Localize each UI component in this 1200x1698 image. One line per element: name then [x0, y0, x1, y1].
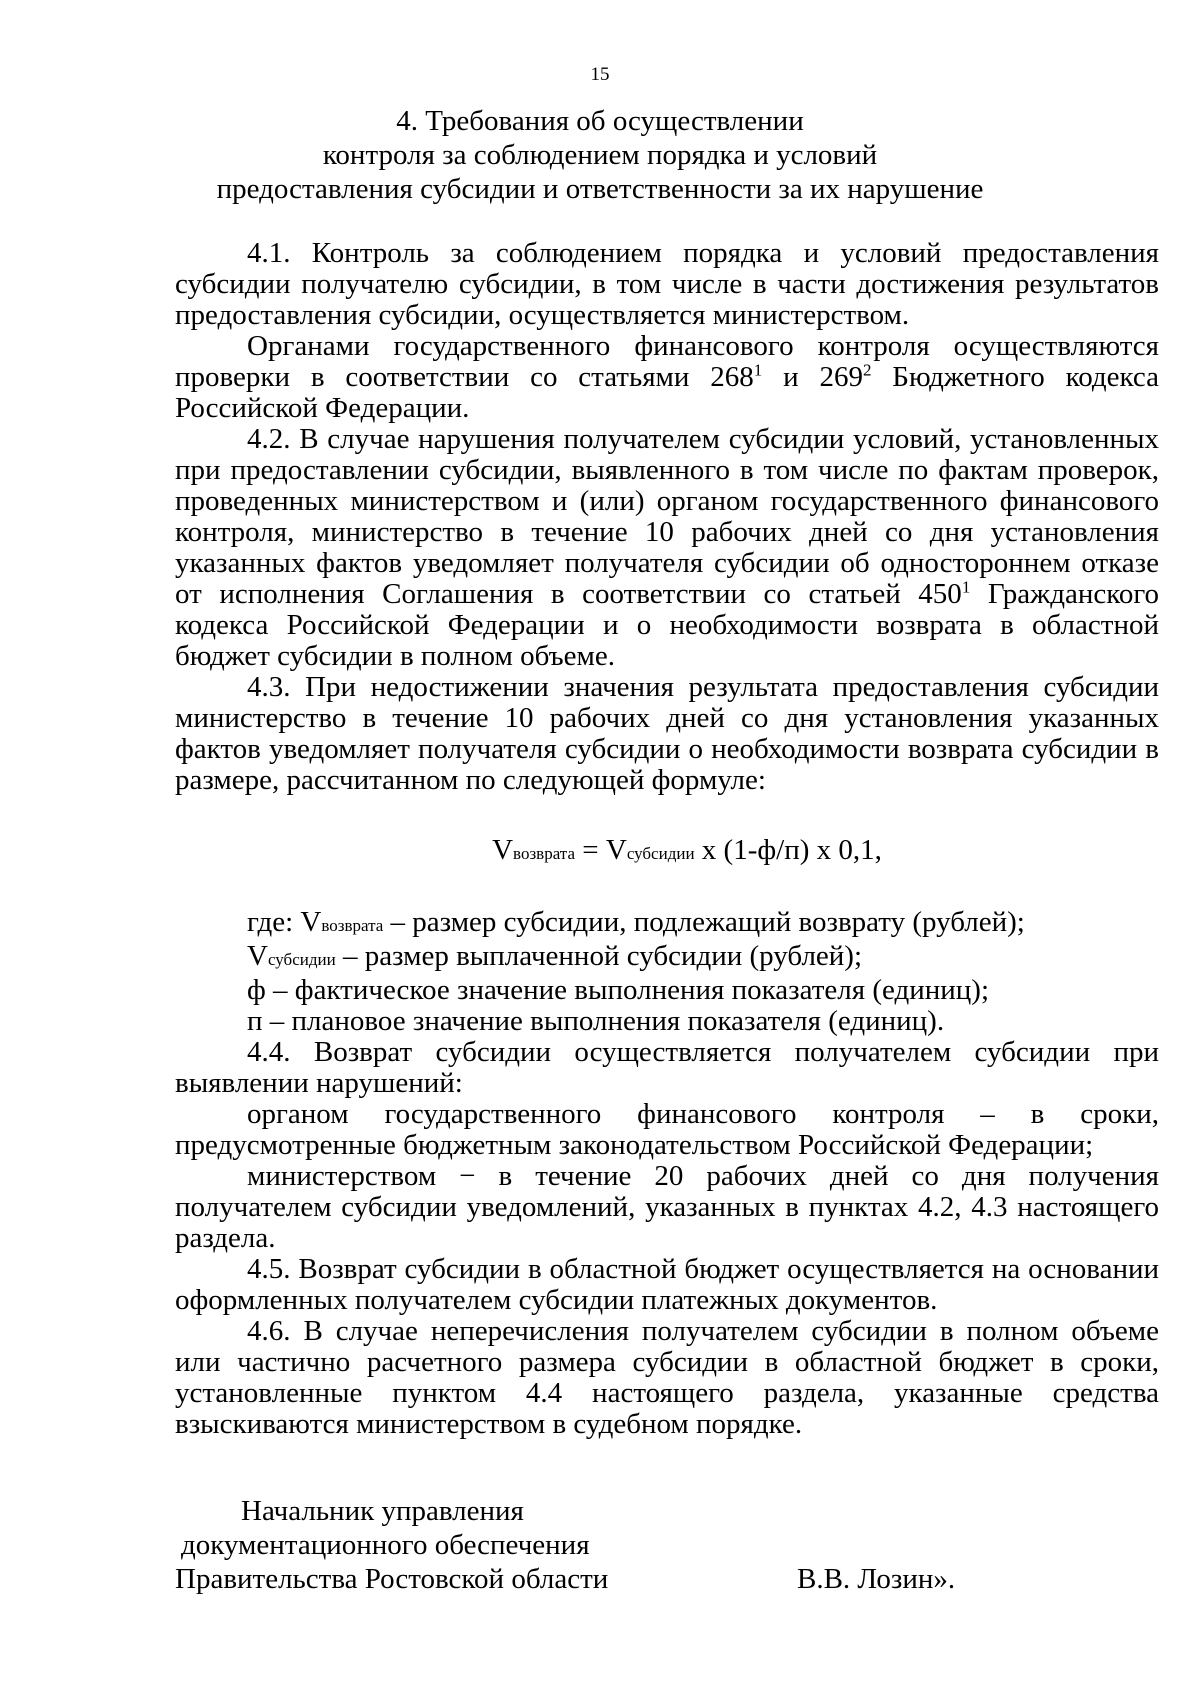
signatory-name: В.В. Лозин». [797, 1563, 956, 1595]
def-sub: возврата [321, 916, 384, 935]
text-span: V [247, 940, 268, 972]
formula-sub: субсидии [626, 844, 695, 863]
text-span: Органами государственного финансового контроля осуществляются проверки в соответствии со статьями 268 [175, 330, 1159, 393]
paragraph-4-4-control-body: органом государственного финансового контроля – в сроки, предусмотренные бюджетным законодательством Российской Федерации; [175, 1098, 1159, 1161]
formula-rest: х (1-ф/п) х 0,1, [694, 834, 882, 866]
heading-line-1: 4. Требования об осуществлении [396, 105, 804, 137]
definition-line: ф – фактическое значение выполнения показателя (единиц); [247, 974, 990, 1006]
text-span: 4.2. В случае нарушения получателем субсидии условий, установленных при предоставлении субсидии, выявленного в том числе по фактам проверок, проведенных министерством и (или) органом государственного финансового контроля, министерство в течение 10 рабочих дней со дня установления указанных фактов уведомляет получателя субсидии об одностороннем отказе от исполнения Соглашения в соответствии со статьей 450 [175, 423, 1159, 610]
signatory-title-1: Начальник управления [241, 1495, 524, 1527]
heading-line-2: контроля за соблюдением порядка и условий [322, 139, 878, 171]
heading-line-3: предоставления субсидии и ответственности за их нарушение [216, 173, 984, 205]
formula-sub: возврата [513, 844, 575, 863]
section-heading [0, 104, 1200, 206]
def-sub: субсидии [267, 950, 336, 969]
paragraph-4-1: 4.1. Контроль за соблюдением порядка и условий предоставления субсидии получателю субсидии, в том числе в части достижения результатов предоставления субсидии, осуществляется министерством. [175, 237, 1159, 331]
document-body [175, 238, 1159, 1440]
paragraph-4-4-ministry: министерством − в течение 20 рабочих дней со дня получения получателем субсидии уведомлений, указанных в пунктах 4.2, 4.3 настоящего раздела. [175, 1160, 1159, 1254]
superscript: 1 [753, 360, 763, 380]
paragraph-4-6: 4.6. В случае неперечисления получателем субсидии в полном объеме или частично расчетного размера субсидии в областной бюджет в сроки, установленные пунктом 4.4 настоящего раздела, указанные средства взыскиваются министерством в судебном порядке. [175, 1315, 1159, 1440]
definition-line: п – плановое значение выполнения показателя (единиц). [247, 1005, 945, 1037]
superscript: 2 [862, 360, 872, 380]
text-span: – размер субсидии, подлежащий возврату (рублей); [383, 906, 1025, 938]
text-span: – размер выплаченной субсидии (рублей); [335, 940, 863, 972]
signature-block [175, 1494, 1159, 1596]
refund-formula [175, 835, 1159, 869]
signatory-title-3: Правительства Ростовской области [175, 1563, 609, 1595]
definition-line [247, 941, 1159, 975]
paragraph-4-2 [175, 424, 1159, 672]
paragraph-4-4: 4.4. Возврат субсидии осуществляется получателем субсидии при выявлении нарушений: [175, 1036, 1159, 1099]
formula-definitions [247, 907, 1159, 1037]
paragraph-4-3: 4.3. При недостижении значения результата предоставления субсидии министерство в течение 10 рабочих дней со дня установления указанных фактов уведомляет получателя субсидии о необходимости возврата субсидии в размере, рассчитанном по следующей формуле: [175, 671, 1159, 796]
text-span: и 269 [762, 361, 863, 393]
formula-v: V [492, 834, 514, 866]
signatory-title-2: документационного обеспечения [181, 1529, 590, 1561]
formula-eq: = V [575, 834, 627, 866]
definition-line [247, 907, 1159, 941]
paragraph-4-5: 4.5. Возврат субсидии в областной бюджет осуществляется на основании оформленных получателем субсидии платежных документов. [175, 1253, 1159, 1316]
text-span: где: V [247, 906, 322, 938]
paragraph-4-1-control [175, 331, 1159, 424]
text-span: Гражданского кодекса Российской Федерации и о необходимости возврата в областной бюджет субсидии в полном объеме. [175, 578, 1160, 672]
page-number: 15 [590, 64, 610, 85]
text-span: Бюджетного кодекса Российской Федерации. [175, 361, 1160, 424]
superscript: 1 [961, 577, 971, 597]
